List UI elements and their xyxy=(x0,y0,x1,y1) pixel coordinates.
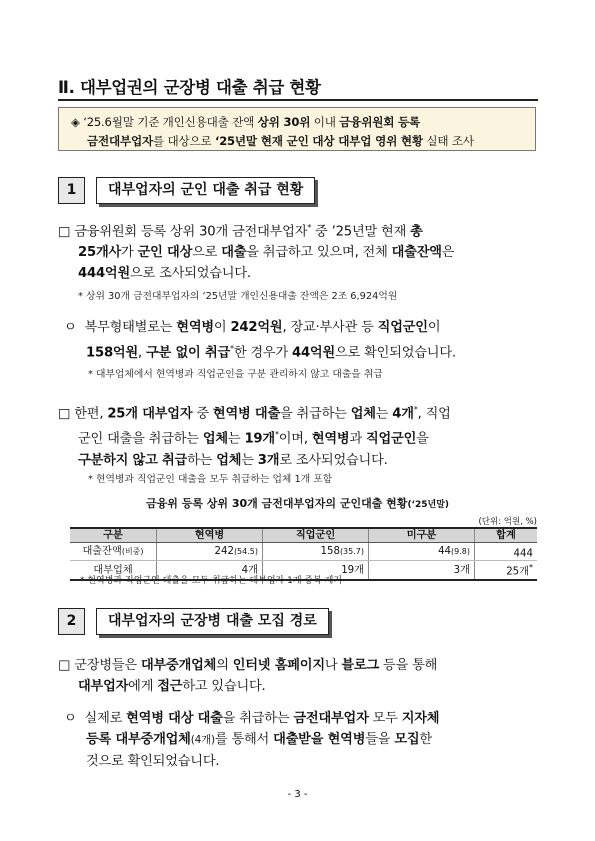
page-title: Ⅱ. 대부업권의 군장병 대출 취급 현황 xyxy=(58,78,321,97)
paragraph-1: □ 금융위원회 등록 상위 30개 금전대부업자* 중 ’25년말 현재 총 25개사가 군인 대상으로 대출을 취급하고 있으며, 전체 대출잔액은 444억원으로 조사되었습니다. xyxy=(58,223,455,282)
section-1-number: 1 xyxy=(58,177,85,204)
table-footnote: * 현역병과 직업군인 대출을 모두 취급하는 대부업자 1개 중복 제거 xyxy=(80,576,343,586)
summary-box xyxy=(58,107,536,151)
circle-bullet-icon: ㅇ xyxy=(64,711,77,726)
summary-line-2: 금전대부업자를 대상으로 ‘25년말 현재 군인 대상 대부업 영위 현황 실태 조사 xyxy=(87,134,474,148)
table-unit: (단위: 억원, %) xyxy=(478,517,537,527)
page-number: - 3 - xyxy=(287,789,308,800)
diamond-marker-icon: ◈ xyxy=(71,115,80,129)
square-bullet-icon: □ xyxy=(58,406,71,422)
circle-bullet-icon: ㅇ xyxy=(64,320,77,335)
square-bullet-icon: □ xyxy=(58,224,71,240)
table-caption: 금융위 등록 상위 30개 금전대부업자의 군인대출 현황(‘25년말) xyxy=(146,497,449,510)
title-underline xyxy=(58,99,538,101)
section-2-title: 대부업자의 군장병 대출 모집 경로 xyxy=(96,608,329,635)
footnote-3: * 현역병과 직업군인 대출을 모두 취급하는 업체 1개 포함 xyxy=(88,474,333,485)
paragraph-4: □ 군장병들은 대부중개업체의 인터넷 홈페이지나 블로그 등을 통해 대부업자에게 접근하고 있습니다. xyxy=(58,658,438,694)
paragraph-2: ㅇ 복무형태별로는 현역병이 242억원, 장교·부사관 등 직업군인이 158억원, 구분 없이 취급*한 경우가 44억원으로 확인되었습니다. xyxy=(64,320,456,361)
summary-line-1: ◈ ‘25.6월말 기준 개인신용대출 잔액 상위 30위 이내 금융위원회 등록 xyxy=(71,115,421,129)
footnote-2: * 대부업체에서 현역병과 직업군인을 구분 관리하지 않고 대출을 취급 xyxy=(88,369,383,380)
table-row: 대출잔액(비중) 242(54.5) 158(35.7) 44(9.8) 444 xyxy=(70,543,537,561)
footnote-1: * 상위 30개 금전대부업자의 ‘25년말 개인신용대출 잔액은 2조 6,924억원 xyxy=(78,291,398,302)
section-1-title: 대부업자의 군인 대출 취급 현황 xyxy=(96,177,315,204)
paragraph-5: ㅇ 실제로 현역병 대상 대출을 취급하는 금전대부업자 모두 지자체 등록 대부중개업체(4개)를 통해서 대출받을 현역병들을 모집한 것으로 확인되었습니다. xyxy=(64,711,440,769)
square-bullet-icon: □ xyxy=(58,658,71,673)
paragraph-3: □ 한편, 25개 대부업자 중 현역병 대출을 취급하는 업체는 4개*, 직업 군인 대출을 취급하는 업체는 19개*이며, 현역병과 직업군인을 구분하지 않고 취급하는 업체는 3개로 조사되었습니다. xyxy=(58,405,451,468)
table-row: 대부업체 4개 19개 3개 25개* xyxy=(70,561,537,580)
section-2-number: 2 xyxy=(58,608,85,635)
table-header-row: 구분 현역병 직업군인 미구분 합계 xyxy=(70,528,537,543)
